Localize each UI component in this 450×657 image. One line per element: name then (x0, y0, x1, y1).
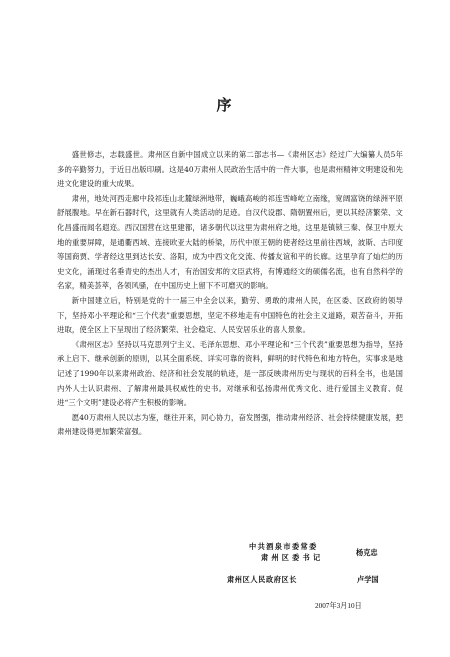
signature-date: 2007年3月10日 (315, 602, 362, 610)
page-title: 序 (216, 96, 234, 114)
signature-name-2: 卢学国 (357, 575, 379, 584)
paragraph: 《肃州区志》坚持以马克思列宁主义、毛泽东思想、邓小平理论和“三个代表”重要思想为指导，坚持承上启下、继承创新的原则，以其全面系统、详实可靠的资料，鲜明的时代特色和地方特色，实事求是地记述了1990年以来肃州政治、经济和社会发展的轨迹，是一部反映肃州历史与现状的百科全书，也是国内外人士认识肃州、了解肃州最具权威性的史书。对继承和弘扬肃州优秀文化、进行爱国主义教育、促进“三个文明”建设必将产生积极的影响。 (57, 339, 403, 408)
preface-body (57, 148, 403, 440)
paragraph: 肃州，地处河西走廊中段祁连山北麓绿洲地带，巍峨高峻的祁连雪峰屹立南缘，宽阔富饶的绿洲平原舒展腹地。早在新石器时代，这里就有人类活动的足迹。自汉代设郡、隋朝置州后，更以其经济繁荣、文化昌盛而闻名遐迩。西汉国营在这里建都，诸多朝代以这里为肃州府之地，这里是镇锁三秦、保卫中原大地的重要屏障，是通衢西域、连接欧亚大陆的桥梁，历代中原王朝的使者经这里前往西域，波斯、古印度等国商贾、学者经这里到达长安、洛阳，成为中西文化交流、传播友谊和平的长廊。这里孕育了灿烂的历史文化，涌现过名垂青史的杰出人才，有治国安邦的文臣武将，有博通经文的硕儒名流，也有自然科学的名家，精美荟萃，各领风骚，在中国历史上留下不可磨灭的影响。 (57, 193, 403, 291)
paragraph: 盛世修志，志载盛世。肃州区自新中国成立以来的第二部志书—《肃州区志》经过广大编纂人员5年多的辛勤努力，于近日出版印刷。这是40万肃州人民政治生活中的一件大事，也是肃州精神文明建设和先进文化建设的重大成果。 (57, 150, 403, 189)
paragraph: 愿40万肃州人民以志为鉴，继往开来，同心协力，奋发图强，推动肃州经济、社会持续健康发展，把肃州建设得更加繁荣富强。 (57, 412, 403, 437)
signature-org-1: 中共酒泉市委常委 (249, 542, 318, 551)
signature-org-2: 肃州区委书记 (261, 553, 324, 562)
signature-org-3: 肃州区人民政府区长 (227, 575, 298, 584)
signature-name-1: 杨克忠 (356, 548, 378, 557)
paragraph: 新中国建立后，特别是党的十一届三中全会以来，勤劳、勇敢的肃州人民，在区委、区政府的领导下，坚持邓小平理论和“三个代表”重要思想，坚定不移地走有中国特色的社会主义道路，艰苦奋斗，开拓进取，使全区上下呈现出了经济繁荣、社会稳定、人民安居乐业的喜人景象。 (57, 295, 403, 335)
